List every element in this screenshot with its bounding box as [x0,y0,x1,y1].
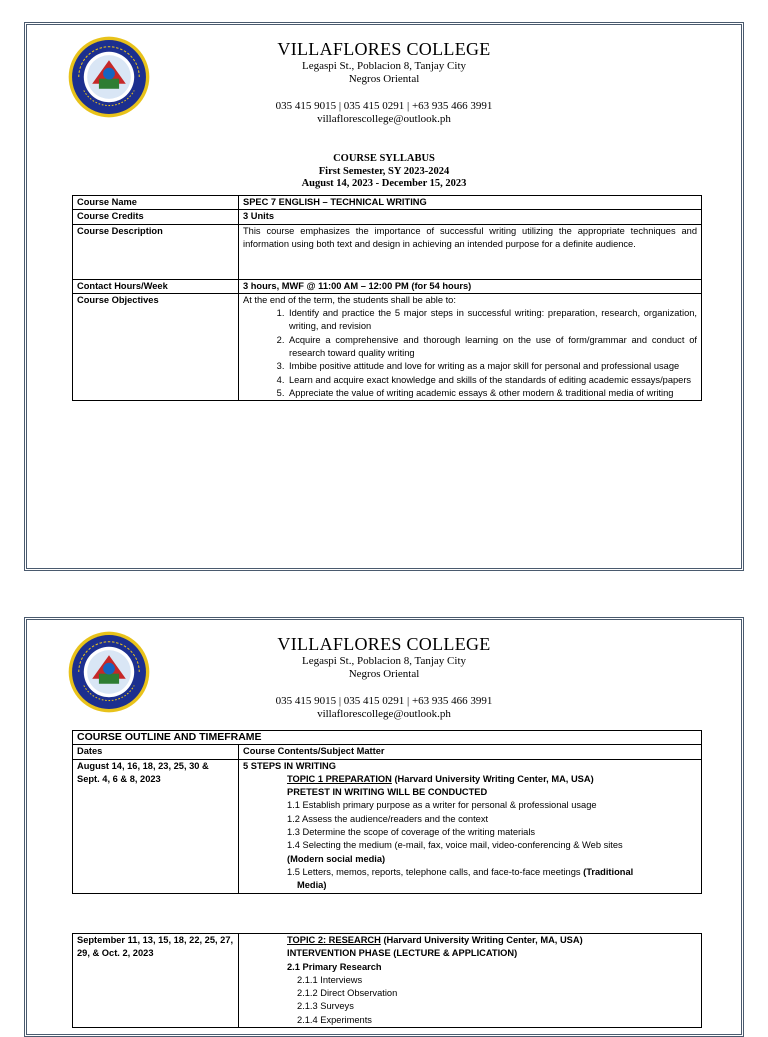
topic1-dates: August 14, 16, 18, 23, 25, 30 & Sept. 4, 6 & 8, 2023 [73,759,239,893]
course-name-label: Course Name [73,196,239,210]
table-row [73,759,702,893]
topic1-title: TOPIC 1 PREPARATION [287,773,392,784]
topic1-contents [239,759,702,893]
course-info-table [72,195,702,401]
course-objectives-value [239,293,702,400]
list-item: 1.3 Determine the scope of coverage of the writing materials [287,827,536,838]
table-row [73,934,702,1028]
course-credits-label: Course Credits [73,210,239,224]
list-item: 1. Identify and practice the 5 major steps in successful writing: preparation, research, organization, writing, and revision [287,307,697,334]
address-line-2: Negros Oriental [348,73,420,85]
objectives-intro: At the end of the term, the students shall be able to: [243,294,456,305]
college-address [27,655,741,681]
college-contact [27,695,741,721]
list-item: 3. Imbibe positive attitude and love for writing as a major skill for personal and professional usage [287,360,697,373]
table-row [73,293,702,400]
table-row [73,745,702,759]
list-item: 1.4 Selecting the medium (e-mail, fax, voice mail, video-conferencing & Web sites [287,840,623,851]
syllabus-page-1 [24,22,744,571]
phone-numbers: 035 415 9015 | 035 415 0291 | +63 935 466 3991 [275,695,493,707]
primary-research-heading: 2.1 Primary Research [287,961,382,972]
syllabus-heading [27,153,741,191]
syllabus-dates: August 14, 2023 - December 15, 2023 [301,178,467,189]
course-description-value: This course emphasizes the importance of successful writing utilizing the appropriate techniques and information using both text and design in achieving an intended purpose for a definite audience. [239,224,702,279]
topic1-phase: PRETEST IN WRITING WILL BE CONDUCTED [287,787,488,798]
table-row [73,196,702,210]
list-item: 2. Acquire a comprehensive and thorough learning on the use of form/grammar and conduct of research toward quality writing [287,334,697,361]
table-row [73,279,702,293]
table-row [73,731,702,745]
list-item-note: Media) [297,880,327,891]
topic1-title-line [243,773,697,786]
steps-heading: 5 STEPS IN WRITING [243,760,336,771]
course-description-label: Course Description [73,224,239,279]
list-item: 1.1 Establish primary purpose as a writer for personal & professional usage [287,800,597,811]
list-item-note: (Traditional [583,866,634,877]
list-item: 1.2 Assess the audience/readers and the context [287,813,489,824]
topic2-dates: September 11, 13, 15, 18, 22, 25, 27, 29, & Oct. 2, 2023 [73,934,239,1028]
contact-hours-value: 3 hours, MWF @ 11:00 AM – 12:00 PM (for 54 hours) [239,279,702,293]
course-objectives-label: Course Objectives [73,293,239,400]
table-row [73,224,702,279]
college-name: VILLAFLORES COLLEGE [277,634,491,654]
address-line-1: Legaspi St., Poblacion 8, Tanjay City [301,655,466,667]
topic2-source: (Harvard University Writing Center, MA, USA) [380,935,583,945]
contents-column-header: Course Contents/Subject Matter [239,745,702,759]
outline-title: COURSE OUTLINE AND TIMEFRAME [73,731,702,745]
list-item-text: 1.5 Letters, memos, reports, telephone calls, and face-to-face meetings [287,866,584,877]
topic2-contents [239,934,702,1028]
address-line-1: Legaspi St., Poblacion 8, Tanjay City [301,60,466,72]
syllabus-page-2 [24,617,744,1037]
dates-column-header: Dates [73,745,239,759]
email-address: villaflorescollege@outlook.ph [317,113,451,125]
list-item-note: (Modern social media) [287,853,386,864]
list-item: 2.1.2 Direct Observation [297,988,398,999]
course-credits-value: 3 Units [239,210,702,224]
topic1-source: (Harvard University Writing Center, MA, USA) [391,773,594,784]
course-name-value: SPEC 7 ENGLISH – TECHNICAL WRITING [239,196,702,210]
course-outline-table [72,730,702,894]
syllabus-title: COURSE SYLLABUS [333,153,435,164]
topic2-title: TOPIC 2: RESEARCH [287,935,381,945]
list-item: 2.1.3 Surveys [297,1001,354,1012]
list-item: 4. Learn and acquire exact knowledge and skills of the standards of editing academic essays/papers [287,374,697,387]
list-item: 5. Appreciate the value of writing academic essays & other modern & traditional media of writing [287,387,697,400]
college-contact [27,100,741,126]
college-name: VILLAFLORES COLLEGE [277,39,491,59]
list-item: 2.1.4 Experiments [297,1014,372,1025]
topic2-title-line [243,934,697,947]
list-item [243,866,697,879]
contact-hours-label: Contact Hours/Week [73,279,239,293]
topic2-table [72,933,702,1028]
address-line-2: Negros Oriental [348,668,420,680]
syllabus-semester: First Semester, SY 2023-2024 [318,165,450,177]
phone-numbers: 035 415 9015 | 035 415 0291 | +63 935 466 3991 [275,100,493,112]
table-row [73,210,702,224]
list-item: 2.1.1 Interviews [297,974,363,985]
email-address: villaflorescollege@outlook.ph [317,708,451,720]
objectives-list [243,307,697,400]
college-address [27,60,741,86]
topic2-phase: INTERVENTION PHASE (LECTURE & APPLICATION) [287,948,518,959]
